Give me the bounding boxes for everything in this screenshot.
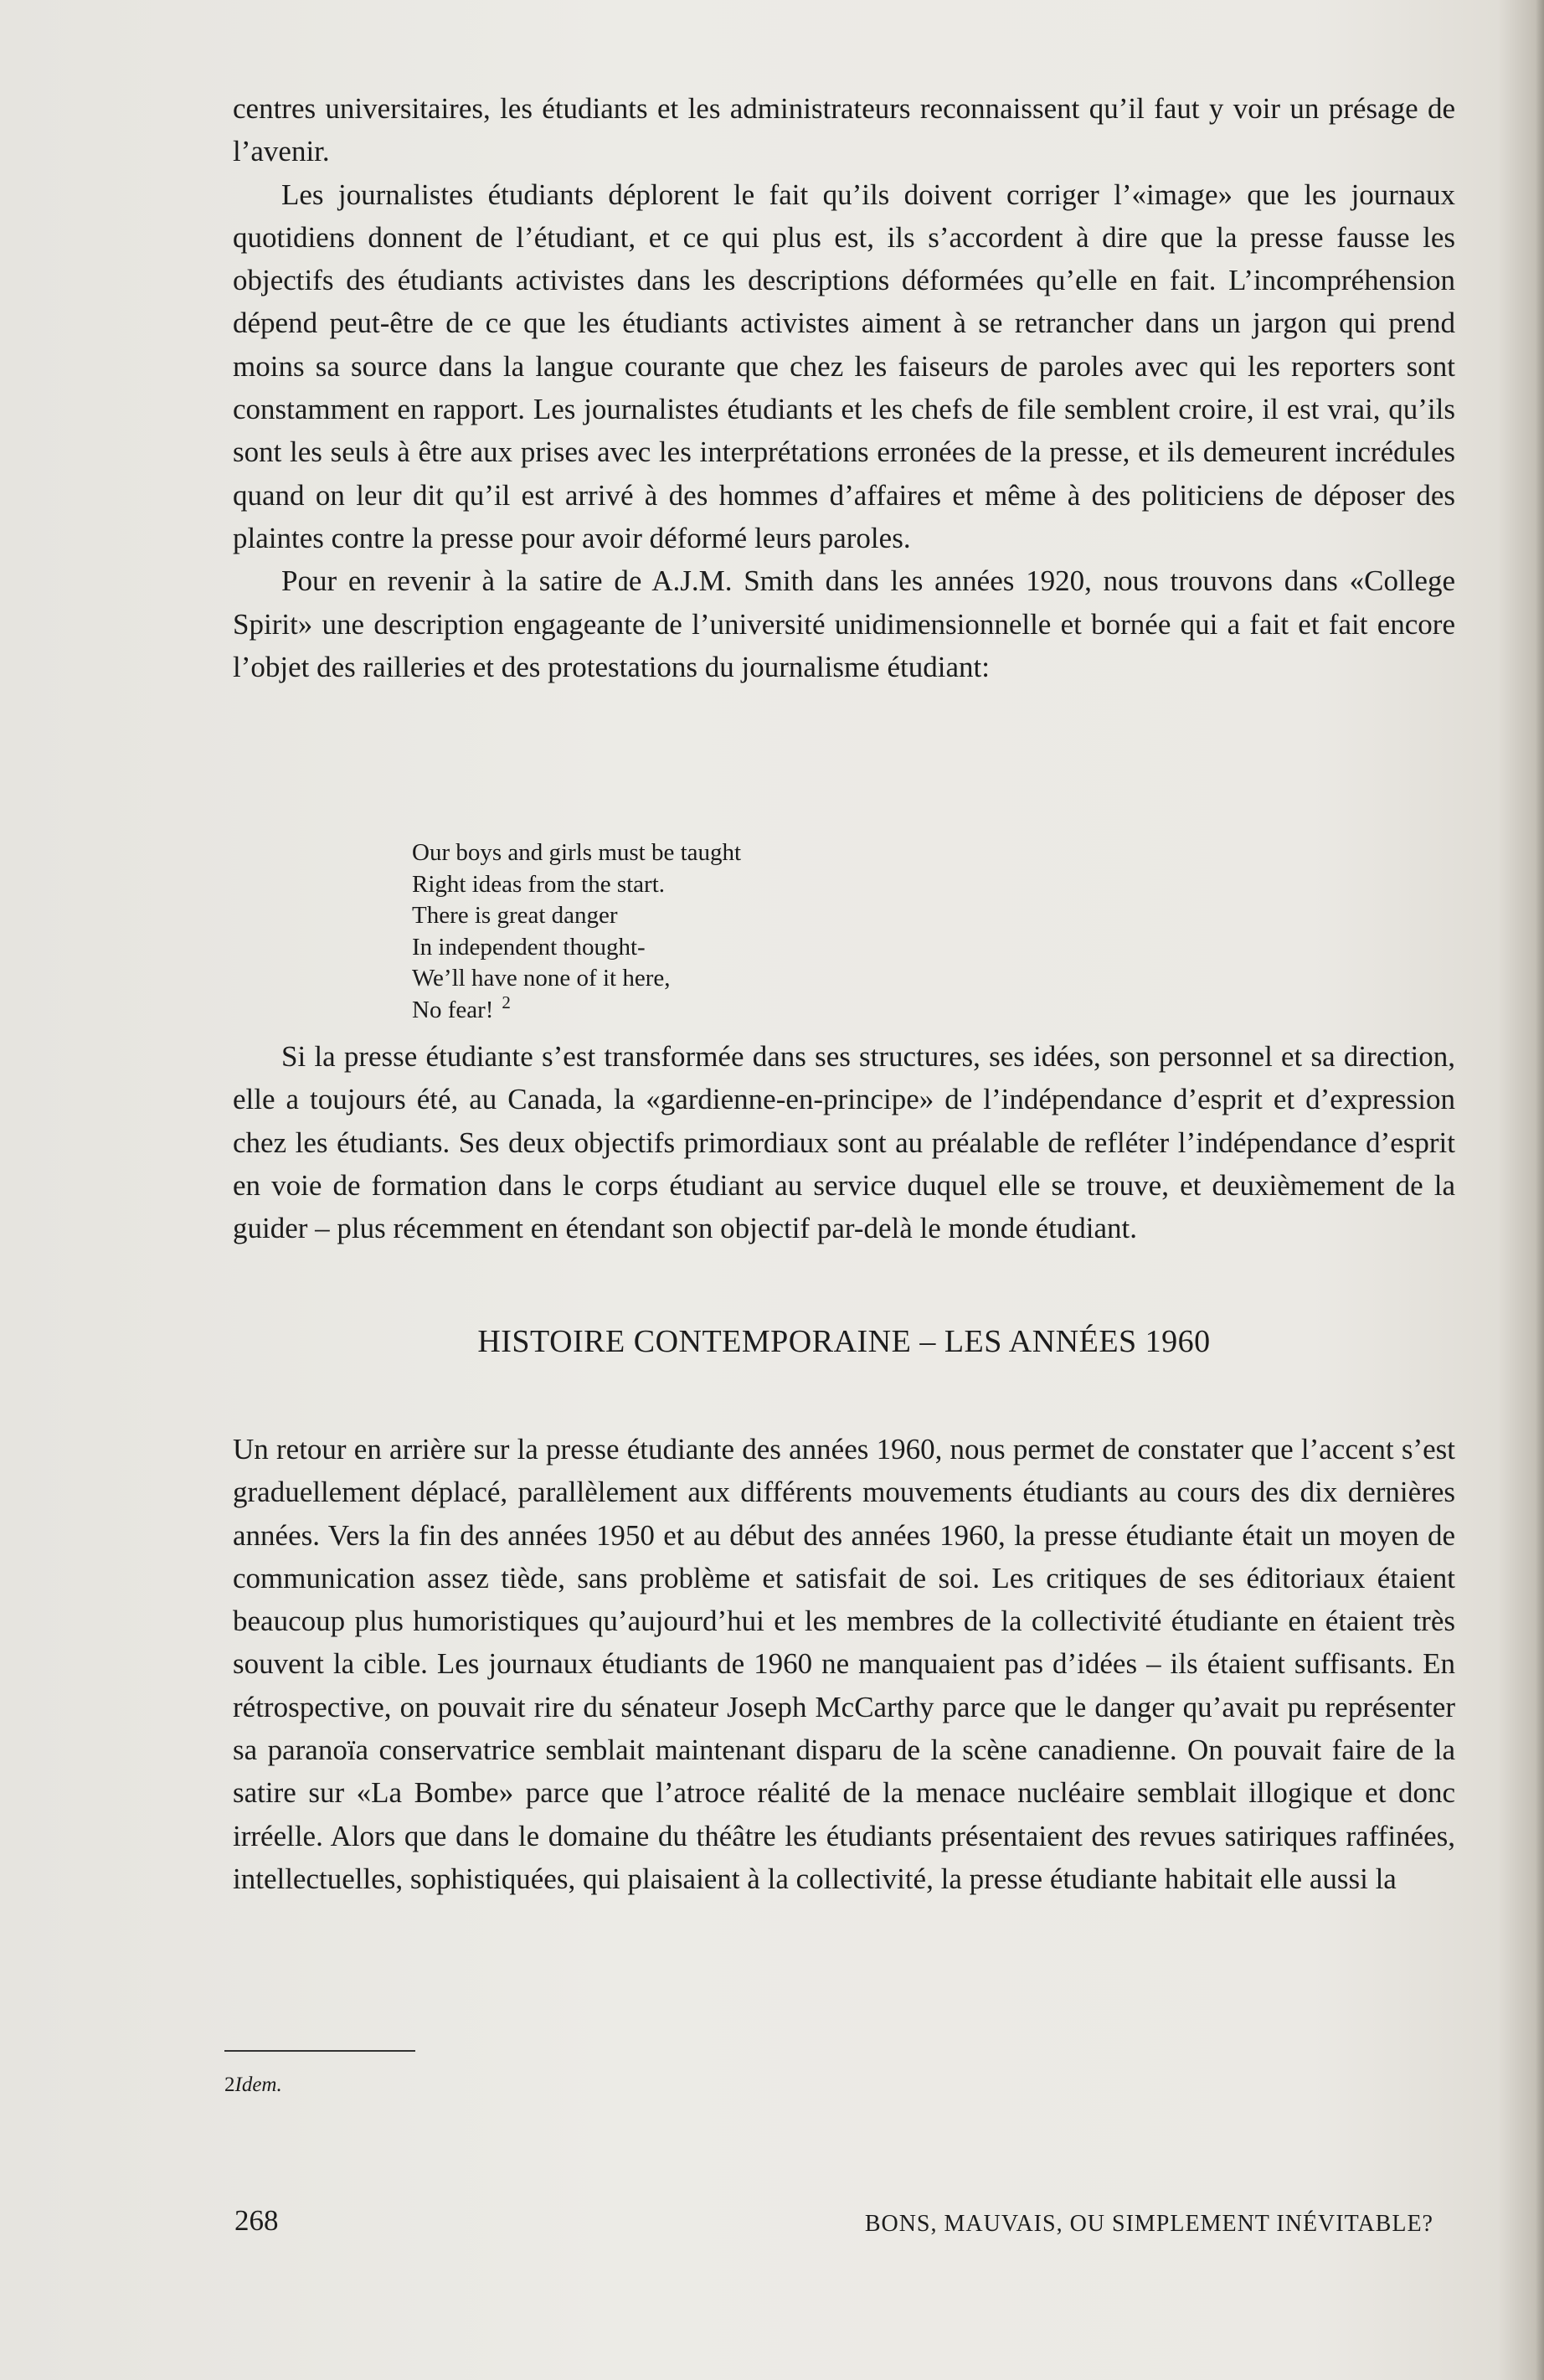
- text-block-middle: [233, 1035, 1455, 1249]
- paragraph-satire-smith: Pour en revenir à la satire de A.J.M. Smith dans les années 1920, nous trouvons dans «College Spirit» une description engageante de l’université unidimensionnelle et bornée qui a fait et fait encore l’objet des railleries et des protestations du journalisme étudiant:: [233, 564, 1455, 683]
- poem-last-line: [412, 992, 741, 1027]
- footnote: [224, 2073, 282, 2097]
- page-number: 268: [234, 2204, 279, 2237]
- poem-line: Our boys and girls must be taught: [412, 839, 742, 866]
- paragraph-presse-etudiante: Si la presse étudiante s’est transformée dans ses structures, ses idées, son personnel et sa direction, elle a toujours été, au Canada, la «gardienne-en-principe» de l’indépendance d’esprit et d’expression chez les étudiants. Ses deux objectifs primordiaux sont au préalable de refléter l’indépendance d’esprit en voie de formation dans le corps étudiant au service duquel elle se trouve, et deuxièmement de la guider – plus récemment en étendant son objectif par-delà le monde étudiant.: [233, 1040, 1455, 1245]
- running-title: BONS, MAUVAIS, OU SIMPLEMENT INÉVITABLE?: [864, 2211, 1433, 2237]
- page-edge-shadow: [1536, 0, 1544, 2380]
- poem-quote: [412, 837, 741, 1026]
- poem-line: We’ll have none of it here,: [412, 965, 671, 992]
- poem-line: Right ideas from the start.: [412, 870, 666, 898]
- paragraph-journalistes: Les journalistes étudiants déplorent le fait qu’ils doivent corriger l’«image» que les journaux quotidiens donnent de l’étudiant, et ce qui plus est, ils s’accordent à dire que la presse fausse les objectifs des étudiants activistes dans les descriptions déformées qu’elle en fait. L’incompréhension dépend peut-être de ce que les étudiants activistes aiment à se retrancher dans un jargon qui prend moins sa source dans la langue courante que chez les faiseurs de paroles avec qui les reporters sont constamment en rapport. Les journalistes étudiants et les chefs de file semblent croire, il est vrai, qu’ils sont les seuls à être aux prises avec les interprétations erronées de la presse, et ils demeurent incrédules quand on leur dit qu’il est arrivé à des hommes d’affaires et même à des politiciens de déposer des plaintes contre la presse pour avoir déformé leurs paroles.: [233, 178, 1455, 554]
- footnote-marker: 2: [502, 992, 511, 1012]
- text-block-bottom: [233, 1428, 1455, 1900]
- poem-line: There is great danger: [412, 902, 618, 929]
- text-block-top: [233, 87, 1455, 688]
- footnote-divider: [224, 2050, 415, 2052]
- poem-line: In independent thought-: [412, 933, 646, 961]
- footnote-text: Idem.: [234, 2073, 282, 2096]
- footnote-number: 2: [224, 2073, 235, 2096]
- paragraph-retour-en-arriere: Un retour en arrière sur la presse étudiante des années 1960, nous permet de constater que l’accent s’est graduellement déplacé, parallèlement aux différents mouvements étudiants au cours des dix dernières années. Vers la fin des années 1950 et au début des années 1960, la presse étudiante était un moyen de communication assez tiède, sans problème et satisfait de soi. Les critiques de ses éditoriaux étaient beaucoup plus humoristiques qu’aujourd’hui et les membres de la collectivité étudiante en étaient très souvent la cible. Les journaux étudiants de 1960 ne manquaient pas d’idées – ils étaient suffisants. En rétrospective, on pouvait rire du sénateur Joseph McCarthy parce que le danger qu’avait pu représenter sa paranoïa conservatrice semblait maintenant disparu de la scène canadienne. On pouvait faire de la satire sur «La Bombe» parce que l’atroce réalité de la menace nucléaire semblait illogique et donc irréelle. Alors que dans le domaine du théâtre les étudiants présentaient des revues satiriques raffinées, intellectuelles, sophistiquées, qui plaisaient à la collectivité, la presse étudiante habitait elle aussi la: [233, 1433, 1455, 1895]
- continuation-paragraph: centres universitaires, les étudiants et les administrateurs reconnaissent qu’il faut y voir un présage de l’avenir.: [233, 92, 1455, 168]
- poem-line: No fear!: [412, 996, 494, 1023]
- section-heading: HISTOIRE CONTEMPORAINE – LES ANNÉES 1960: [477, 1324, 1211, 1359]
